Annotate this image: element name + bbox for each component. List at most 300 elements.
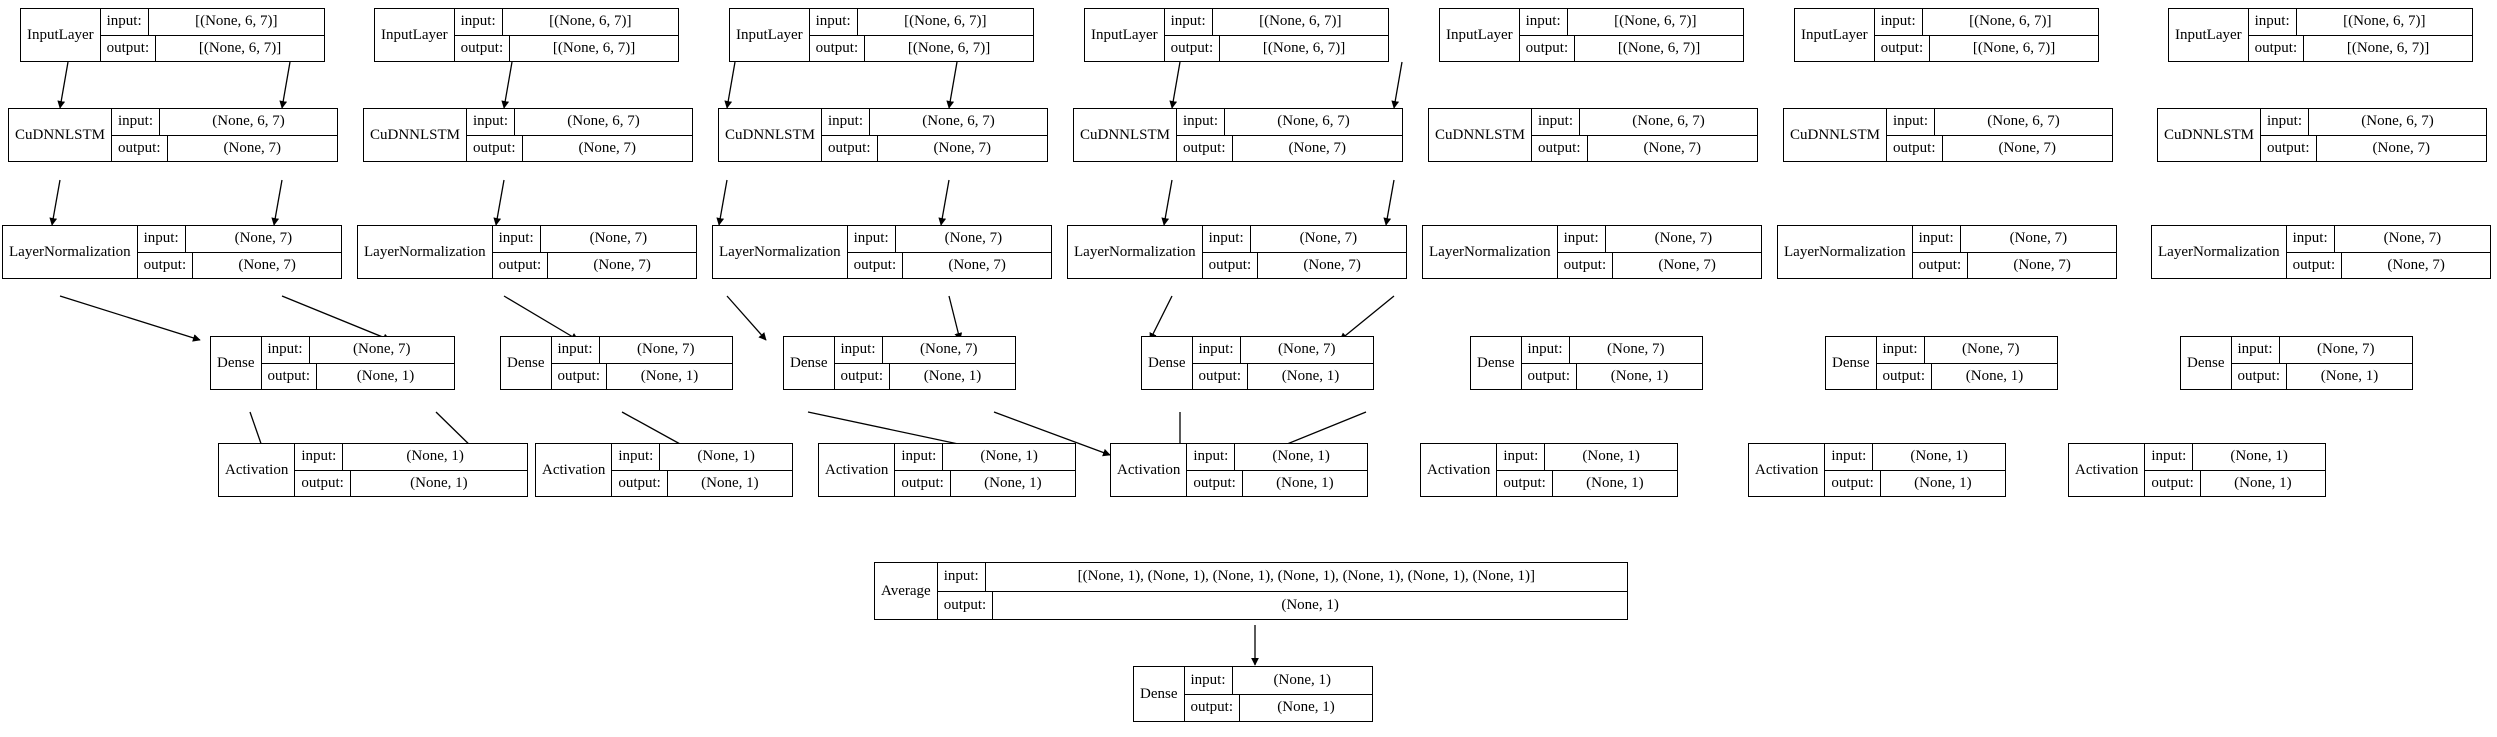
node-dense-4[interactable] (1141, 336, 1374, 390)
node-io-output (1187, 471, 1367, 497)
node-io (1558, 226, 1761, 278)
node-io-output (835, 364, 1016, 390)
node-io-input (835, 337, 1016, 364)
io-input-label: input: (1877, 337, 1925, 363)
node-layernormalization-7[interactable] (2151, 225, 2491, 279)
node-io-output (1875, 36, 2098, 62)
io-output-value: [(None, 6, 7)] (1262, 39, 1346, 56)
io-output-label: output: (1187, 471, 1243, 497)
node-io-input (1887, 109, 2112, 136)
io-output-label: output: (1825, 471, 1881, 497)
io-input-label: input: (1522, 337, 1570, 363)
io-output-label: output: (1887, 136, 1943, 162)
node-type-label: LayerNormalization (713, 226, 848, 278)
io-output-label: output: (138, 253, 194, 279)
node-type-label: InputLayer (730, 9, 810, 61)
node-io-output (1185, 695, 1373, 722)
node-io-input (1165, 9, 1388, 36)
io-output-label: output: (1877, 364, 1933, 390)
node-io (938, 563, 1627, 619)
io-input-value: (None, 1) (980, 448, 1038, 465)
node-input-layer-5[interactable] (1439, 8, 1744, 62)
node-io-input (2232, 337, 2413, 364)
io-output-value: (None, 1) (1276, 474, 1334, 491)
node-type-label: Dense (1471, 337, 1522, 389)
node-type-label: Average (875, 563, 938, 619)
node-io (2287, 226, 2490, 278)
node-cudnnlstm-5[interactable] (1428, 108, 1758, 162)
io-input-label: input: (1520, 9, 1568, 35)
node-dense-7[interactable] (2180, 336, 2413, 390)
io-output-label: output: (1520, 36, 1576, 62)
node-cudnnlstm-2[interactable] (363, 108, 693, 162)
node-io (1825, 444, 2005, 496)
node-type-label: Dense (501, 337, 552, 389)
node-type-label: CuDNNLSTM (1784, 109, 1887, 161)
io-input-value: [(None, 6, 7)] (2343, 13, 2426, 30)
io-input-label: input: (101, 9, 149, 35)
io-output-label: output: (938, 592, 994, 620)
node-io (467, 109, 692, 161)
io-output-value: (None, 1) (356, 367, 415, 384)
io-output-value: (None, 1) (1965, 367, 2024, 384)
node-io-output (1203, 253, 1406, 279)
node-io-output (1522, 364, 1703, 390)
io-input-label: input: (848, 226, 896, 252)
io-input-label: input: (1887, 109, 1935, 135)
node-io (1875, 9, 2098, 61)
node-average[interactable] (874, 562, 1628, 620)
io-output-label: output: (848, 253, 904, 279)
io-output-label: output: (1177, 136, 1233, 162)
node-type-label: InputLayer (1085, 9, 1165, 61)
node-io-output (612, 471, 792, 497)
io-input-label: input: (2232, 337, 2280, 363)
node-type-label: CuDNNLSTM (2158, 109, 2261, 161)
node-io (1877, 337, 2058, 389)
node-input-layer-4[interactable] (1084, 8, 1389, 62)
node-io (1520, 9, 1743, 61)
node-io-input (552, 337, 733, 364)
node-cudnnlstm-1[interactable] (8, 108, 338, 162)
io-output-value: (None, 1) (1610, 367, 1669, 384)
node-type-label: InputLayer (1440, 9, 1520, 61)
node-type-label: Activation (219, 444, 295, 496)
node-type-label: Activation (1749, 444, 1825, 496)
io-output-value: (None, 7) (238, 256, 296, 273)
io-output-value: (None, 7) (1643, 139, 1701, 156)
io-input-value: (None, 1) (1273, 671, 1331, 688)
io-input-label: input: (112, 109, 160, 135)
node-io-output (848, 253, 1051, 279)
node-layernormalization-2[interactable] (357, 225, 697, 279)
io-input-value: (None, 6, 7) (1632, 113, 1705, 130)
node-dense-output[interactable] (1133, 666, 1373, 722)
io-input-label: input: (138, 226, 186, 252)
node-io-output (1825, 471, 2005, 497)
node-io-output (1497, 471, 1677, 497)
node-type-label: CuDNNLSTM (1074, 109, 1177, 161)
node-io (895, 444, 1075, 496)
node-input-layer-2[interactable] (374, 8, 679, 62)
io-input-label: input: (1558, 226, 1606, 252)
node-io-output (455, 36, 678, 62)
io-output-value: (None, 7) (578, 139, 636, 156)
io-input-value: (None, 7) (1299, 230, 1358, 247)
node-cudnnlstm-6[interactable] (1783, 108, 2113, 162)
io-output-label: output: (112, 136, 168, 162)
node-io (1177, 109, 1402, 161)
io-input-label: input: (1825, 444, 1873, 470)
io-output-value: (None, 7) (1288, 139, 1346, 156)
node-io-input (822, 109, 1047, 136)
node-type-label: Dense (1134, 667, 1185, 721)
io-input-value: (None, 1) (697, 448, 755, 465)
io-output-value: (None, 1) (1281, 367, 1340, 384)
io-output-value: (None, 1) (1281, 596, 1339, 613)
node-io (835, 337, 1016, 389)
io-input-label: input: (1187, 444, 1235, 470)
node-input-layer-1[interactable] (20, 8, 325, 62)
io-input-value: (None, 7) (2383, 230, 2442, 247)
io-input-label: input: (1165, 9, 1213, 35)
io-output-value: [(None, 6, 7)] (907, 39, 991, 56)
node-io-output (1877, 364, 2058, 390)
node-io-output (2232, 364, 2413, 390)
node-io (1913, 226, 2116, 278)
io-input-value: [(None, 6, 7)] (195, 13, 278, 30)
node-type-label: LayerNormalization (1423, 226, 1558, 278)
io-input-value: (None, 7) (1654, 230, 1713, 247)
io-output-label: output: (262, 364, 318, 390)
node-cudnnlstm-4[interactable] (1073, 108, 1403, 162)
node-type-label: Activation (1421, 444, 1497, 496)
node-dense-2[interactable] (500, 336, 733, 390)
node-io-input (1520, 9, 1743, 36)
io-input-label: input: (1185, 667, 1233, 694)
node-io (1497, 444, 1677, 496)
io-output-label: output: (895, 471, 951, 497)
node-io-output (112, 136, 337, 162)
io-input-value: (None, 6, 7) (1987, 113, 2060, 130)
node-dense-5[interactable] (1470, 336, 1703, 390)
node-io-output (2249, 36, 2472, 62)
io-output-label: output: (822, 136, 878, 162)
node-io-output (810, 36, 1033, 62)
node-io-input (612, 444, 792, 471)
io-output-value: (None, 7) (1303, 256, 1361, 273)
node-io-input (467, 109, 692, 136)
io-input-label: input: (2249, 9, 2297, 35)
io-output-label: output: (1558, 253, 1614, 279)
io-input-label: input: (1497, 444, 1545, 470)
io-output-label: output: (835, 364, 891, 390)
node-io-input (1877, 337, 2058, 364)
node-type-label: Dense (211, 337, 262, 389)
io-input-value: (None, 1) (1272, 448, 1330, 465)
io-output-label: output: (552, 364, 608, 390)
node-io (1532, 109, 1757, 161)
io-input-value: (None, 6, 7) (2361, 113, 2434, 130)
io-input-value: (None, 7) (2317, 341, 2375, 358)
node-io (112, 109, 337, 161)
node-io-output (138, 253, 341, 279)
node-input-layer-7[interactable] (2168, 8, 2473, 62)
io-output-label: output: (1522, 364, 1578, 390)
io-output-value: (None, 7) (1998, 139, 2056, 156)
node-layernormalization-5[interactable] (1422, 225, 1762, 279)
node-activation-3[interactable] (818, 443, 1076, 497)
node-io-output (467, 136, 692, 162)
io-input-value: (None, 1) (1582, 448, 1640, 465)
io-input-label: input: (1203, 226, 1251, 252)
node-io-output (1532, 136, 1757, 162)
io-input-label: input: (1532, 109, 1580, 135)
io-output-label: output: (1185, 695, 1241, 722)
node-io-output (1165, 36, 1388, 62)
node-activation-5[interactable] (1420, 443, 1678, 497)
node-io (1887, 109, 2112, 161)
node-type-label: CuDNNLSTM (9, 109, 112, 161)
node-io-output (2145, 471, 2325, 497)
node-io (2232, 337, 2413, 389)
node-io-output (938, 592, 1627, 620)
node-io-input (1497, 444, 1677, 471)
io-output-label: output: (1165, 36, 1221, 62)
io-output-value: [(None, 6, 7)] (552, 39, 636, 56)
io-output-label: output: (1875, 36, 1931, 62)
node-type-label: Activation (819, 444, 895, 496)
io-output-value: (None, 1) (923, 367, 982, 384)
node-io-input (2287, 226, 2490, 253)
node-io (612, 444, 792, 496)
io-output-label: output: (1203, 253, 1259, 279)
node-io-input (2145, 444, 2325, 471)
node-type-label: Activation (536, 444, 612, 496)
node-io-input (295, 444, 527, 471)
node-io-output (552, 364, 733, 390)
node-io-output (895, 471, 1075, 497)
node-io-output (1913, 253, 2116, 279)
node-io-output (822, 136, 1047, 162)
io-input-label: input: (467, 109, 515, 135)
node-io (810, 9, 1033, 61)
node-layernormalization-1[interactable] (2, 225, 342, 279)
io-input-value: [(None, 6, 7)] (904, 13, 987, 30)
node-io-output (1887, 136, 2112, 162)
node-io (848, 226, 1051, 278)
node-io-input (895, 444, 1075, 471)
io-output-value: (None, 7) (2013, 256, 2071, 273)
node-type-label: LayerNormalization (358, 226, 493, 278)
io-output-value: (None, 7) (933, 139, 991, 156)
io-input-value: [(None, 1), (None, 1), (None, 1), (None, 1), (None, 1), (None, 1), (None, 1)] (1077, 568, 1536, 585)
io-output-value: (None, 1) (410, 474, 468, 491)
node-dense-1[interactable] (210, 336, 455, 390)
io-output-label: output: (1497, 471, 1553, 497)
io-input-value: (None, 6, 7) (1277, 113, 1350, 130)
io-input-label: input: (2287, 226, 2335, 252)
io-input-value: (None, 6, 7) (567, 113, 640, 130)
node-io-input (1193, 337, 1374, 364)
io-input-value: (None, 7) (944, 230, 1003, 247)
io-input-value: (None, 7) (1962, 341, 2020, 358)
node-io (262, 337, 455, 389)
io-output-label: output: (467, 136, 523, 162)
io-input-value: (None, 6, 7) (922, 113, 995, 130)
node-io (2249, 9, 2472, 61)
io-output-value: (None, 7) (1658, 256, 1716, 273)
io-input-label: input: (835, 337, 883, 363)
node-io (1165, 9, 1388, 61)
node-io-input (1187, 444, 1367, 471)
io-output-value: (None, 7) (2372, 139, 2430, 156)
node-io-output (1177, 136, 1402, 162)
io-input-value: [(None, 6, 7)] (1969, 13, 2052, 30)
io-output-label: output: (810, 36, 866, 62)
node-io-output (2287, 253, 2490, 279)
io-output-label: output: (455, 36, 511, 62)
io-input-value: (None, 1) (406, 448, 464, 465)
node-type-label: LayerNormalization (1778, 226, 1913, 278)
node-io (138, 226, 341, 278)
node-dense-6[interactable] (1825, 336, 2058, 390)
node-type-label: Dense (784, 337, 835, 389)
node-io-input (101, 9, 324, 36)
node-type-label: Dense (1142, 337, 1193, 389)
io-output-value: (None, 1) (984, 474, 1042, 491)
node-io (1187, 444, 1367, 496)
io-output-value: (None, 7) (223, 139, 281, 156)
io-output-value: (None, 1) (2320, 367, 2379, 384)
node-io-output (1193, 364, 1374, 390)
node-activation-2[interactable] (535, 443, 793, 497)
node-input-layer-6[interactable] (1794, 8, 2099, 62)
node-type-label: CuDNNLSTM (1429, 109, 1532, 161)
node-io-input (1522, 337, 1703, 364)
node-type-label: InputLayer (21, 9, 101, 61)
io-input-label: input: (895, 444, 943, 470)
io-output-value: [(None, 6, 7)] (1617, 39, 1701, 56)
io-output-value: (None, 7) (2387, 256, 2445, 273)
node-io-output (493, 253, 696, 279)
node-io-input (455, 9, 678, 36)
io-input-label: input: (1875, 9, 1923, 35)
node-type-label: InputLayer (2169, 9, 2249, 61)
node-io (101, 9, 324, 61)
node-input-layer-3[interactable] (729, 8, 1034, 62)
node-io-input (1532, 109, 1757, 136)
io-output-label: output: (295, 471, 351, 497)
node-cudnnlstm-7[interactable] (2157, 108, 2487, 162)
io-input-value: (None, 7) (234, 230, 293, 247)
io-input-label: input: (1913, 226, 1961, 252)
node-io (295, 444, 527, 496)
node-type-label: CuDNNLSTM (364, 109, 467, 161)
io-output-label: output: (2249, 36, 2305, 62)
node-io-output (2261, 136, 2486, 162)
io-output-value: [(None, 6, 7)] (198, 39, 282, 56)
node-io-input (112, 109, 337, 136)
io-output-value: (None, 1) (1586, 474, 1644, 491)
node-type-label: LayerNormalization (3, 226, 138, 278)
io-output-label: output: (612, 471, 668, 497)
io-input-value: (None, 7) (920, 341, 978, 358)
node-dense-3[interactable] (783, 336, 1016, 390)
io-input-value: (None, 7) (637, 341, 695, 358)
node-type-label: LayerNormalization (2152, 226, 2287, 278)
node-io (2145, 444, 2325, 496)
node-io (1193, 337, 1374, 389)
io-input-label: input: (822, 109, 870, 135)
io-output-value: [(None, 6, 7)] (1972, 39, 2056, 56)
io-input-value: (None, 7) (1278, 341, 1336, 358)
node-io-input (1203, 226, 1406, 253)
node-layernormalization-3[interactable] (712, 225, 1052, 279)
node-io-input (493, 226, 696, 253)
node-io-input (1913, 226, 2116, 253)
node-io-input (810, 9, 1033, 36)
io-input-label: input: (2145, 444, 2193, 470)
node-io-input (1177, 109, 1402, 136)
node-io-input (138, 226, 341, 253)
io-input-label: input: (2261, 109, 2309, 135)
node-io-output (295, 471, 527, 497)
io-output-value: (None, 7) (593, 256, 651, 273)
io-output-label: output: (2287, 253, 2343, 279)
node-io-output (262, 364, 455, 390)
io-input-value: (None, 7) (589, 230, 648, 247)
node-io-output (1520, 36, 1743, 62)
node-type-label: Dense (1826, 337, 1877, 389)
io-input-label: input: (938, 563, 986, 591)
node-io-output (101, 36, 324, 62)
node-type-label: Activation (1111, 444, 1187, 496)
io-input-value: [(None, 6, 7)] (1614, 13, 1697, 30)
node-type-label: InputLayer (375, 9, 455, 61)
io-output-label: output: (493, 253, 549, 279)
node-activation-6[interactable] (1748, 443, 2006, 497)
node-layernormalization-6[interactable] (1777, 225, 2117, 279)
node-io (455, 9, 678, 61)
io-output-value: (None, 1) (1914, 474, 1972, 491)
io-input-value: (None, 7) (353, 341, 411, 358)
io-output-value: (None, 7) (948, 256, 1006, 273)
node-io (1522, 337, 1703, 389)
io-input-label: input: (1177, 109, 1225, 135)
node-cudnnlstm-3[interactable] (718, 108, 1048, 162)
io-input-label: input: (262, 337, 310, 363)
node-io-input (848, 226, 1051, 253)
node-io-input (1558, 226, 1761, 253)
io-input-value: (None, 1) (2230, 448, 2288, 465)
node-layernormalization-4[interactable] (1067, 225, 1407, 279)
io-input-value: [(None, 6, 7)] (549, 13, 632, 30)
io-output-label: output: (1913, 253, 1969, 279)
io-output-value: (None, 1) (2234, 474, 2292, 491)
io-output-label: output: (1193, 364, 1249, 390)
node-io (1203, 226, 1406, 278)
node-io-input (1875, 9, 2098, 36)
io-input-label: input: (493, 226, 541, 252)
node-type-label: Dense (2181, 337, 2232, 389)
node-io (1185, 667, 1373, 721)
node-io (552, 337, 733, 389)
node-activation-4[interactable] (1110, 443, 1368, 497)
node-activation-1[interactable] (218, 443, 528, 497)
node-activation-7[interactable] (2068, 443, 2326, 497)
io-output-label: output: (1532, 136, 1588, 162)
